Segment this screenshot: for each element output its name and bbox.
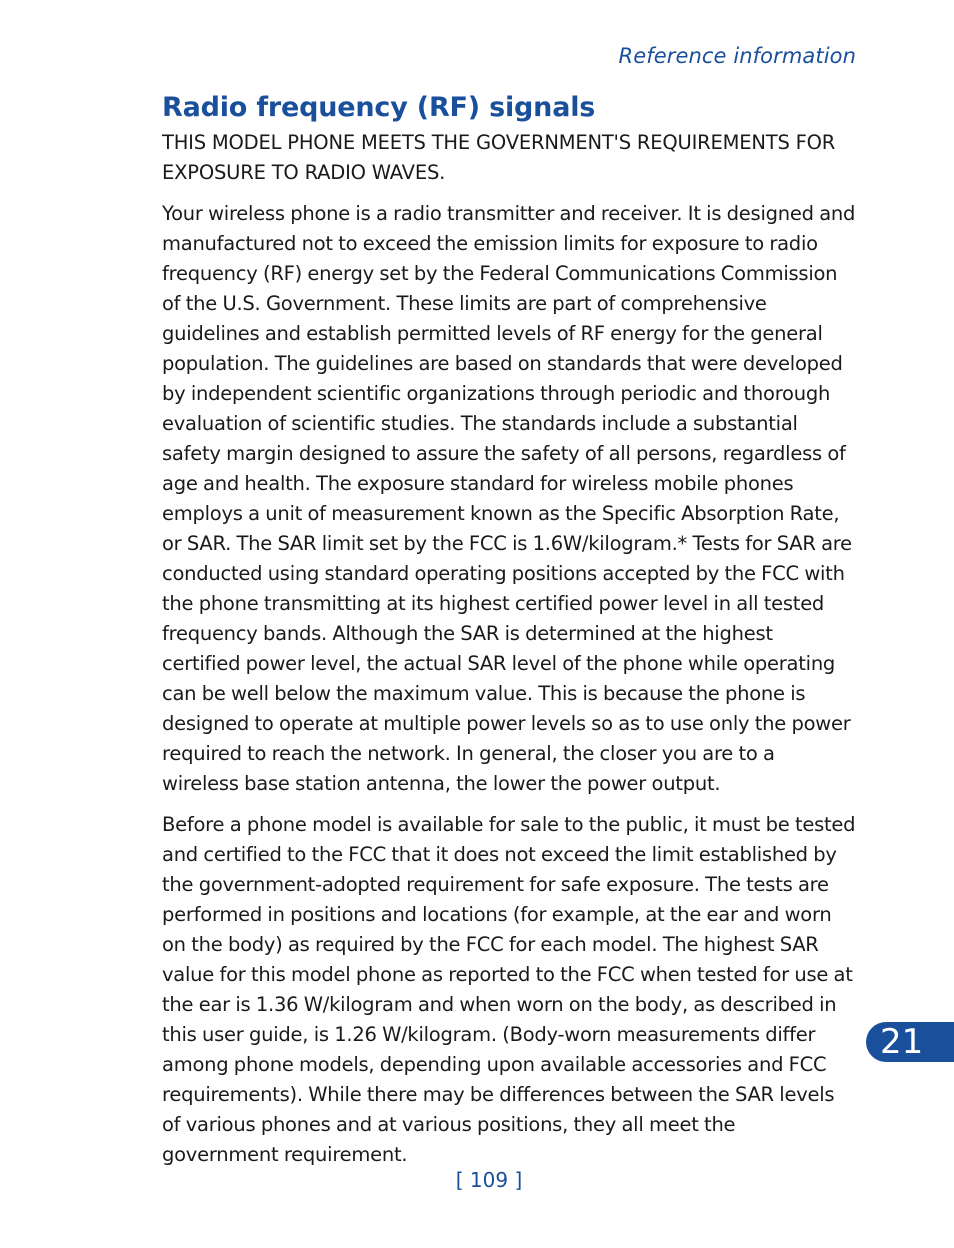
page-number: [ 109 ]: [455, 1168, 523, 1192]
main-content: [162, 88, 856, 1170]
running-header: Reference information: [618, 44, 856, 68]
section-lead: THIS MODEL PHONE MEETS THE GOVERNMENT'S REQUIREMENTS FOR EXPOSURE TO RADIO WAVES.: [162, 131, 836, 184]
section-title: Radio frequency (RF) signals: [162, 92, 596, 123]
body-paragraph-1: Your wireless phone is a radio transmitter and receiver. It is designed and manufactured not to exceed the emission limits for exposure to radio frequency (RF) energy set by the Federal Communications Commission of the U.S. Government. These limits are part of comprehensive guidelines and establish permitted levels of RF energy for the general population. The guidelines are based on standards that were developed by independent scientific organizations through periodic and thorough evaluation of scientific studies. The standards include a substantial safety margin designed to assure the safety of all persons, regardless of age and health. The exposure standard for wireless mobile phones employs a unit of measurement known as the Specific Absorption Rate, or SAR. The SAR limit set by the FCC is 1.6W/kilogram.* Tests for SAR are conducted using standard operating positions accepted by the FCC with the phone transmitting at its highest certified power level in all tested frequency bands. Although the SAR is determined at the highest certified power level, the actual SAR level of the phone while operating can be well below the maximum value. This is because the phone is designed to operate at multiple power levels so as to use only the power required to reach the network. In general, the closer you are to a wireless base station antenna, the lower the power output.: [162, 202, 856, 795]
body-paragraph-2: Before a phone model is available for sale to the public, it must be tested and certified to the FCC that it does not exceed the limit established by the government-adopted requirement for safe exposure. The tests are performed in positions and locations (for example, at the ear and worn on the body) as required by the FCC for each model. The highest SAR value for this model phone as reported to the FCC when tested for use at the ear is 1.36 W/kilogram and when worn on the body, as described in this user guide, is 1.26 W/kilogram. (Body-worn measurements differ among phone models, depending upon available accessories and FCC requirements). While there may be differences between the SAR levels of various phones and at various positions, they all meet the government requirement.: [162, 813, 856, 1166]
chapter-tab: 21: [866, 1022, 954, 1062]
